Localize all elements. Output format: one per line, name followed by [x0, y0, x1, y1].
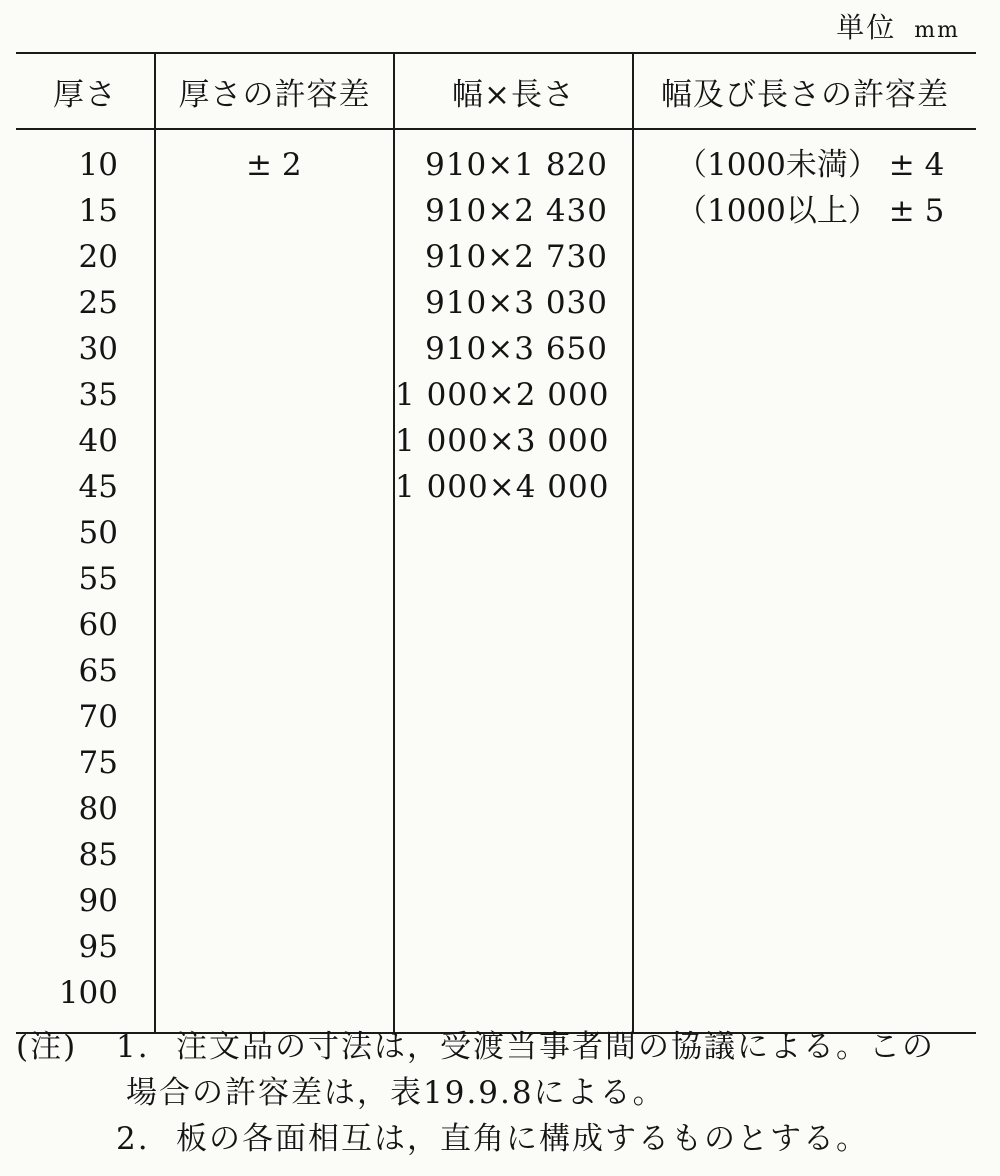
- thickness-tolerance-value: ± 2: [246, 147, 302, 183]
- size-value: 1 000×4 000: [395, 469, 610, 505]
- size-value: 910×2 430: [425, 193, 608, 229]
- unit-label: [836, 6, 960, 46]
- thickness-value: 85: [78, 837, 118, 873]
- size-column: [394, 129, 633, 1033]
- note-1: [16, 1024, 976, 1070]
- header-thickness-tolerance: 厚さの許容差: [155, 53, 394, 129]
- thickness-value: 15: [78, 193, 118, 229]
- table-body-row: [16, 129, 976, 1033]
- thickness-value: 20: [78, 239, 118, 275]
- thickness-value: 95: [78, 929, 118, 965]
- thickness-value: 90: [78, 883, 118, 919]
- size-tolerance-column: [633, 129, 976, 1033]
- note-2-line-1: 板の各面相互は，直角に構成するものとする。: [176, 1121, 869, 1157]
- size-value: 910×1 820: [425, 147, 608, 183]
- unit-value: mm: [914, 18, 960, 43]
- header-thickness: 厚さ: [16, 53, 155, 129]
- thickness-value: 40: [78, 423, 118, 459]
- unit-caption: 単位: [836, 11, 897, 44]
- thickness-value: 25: [78, 285, 118, 321]
- size-value: 910×3 030: [425, 285, 608, 321]
- note-prefix: (注): [16, 1029, 78, 1065]
- thickness-value: 80: [78, 791, 118, 827]
- size-tolerance-value: （1000未満） ± 4: [676, 147, 945, 183]
- header-width-length-tolerance: 幅及び長さの許容差: [633, 53, 976, 129]
- thickness-value: 55: [78, 561, 118, 597]
- table-header-row: [16, 53, 976, 129]
- thickness-value: 70: [78, 699, 118, 735]
- note-2: [16, 1116, 976, 1162]
- size-value: 910×3 650: [425, 331, 608, 367]
- notes: [16, 1024, 976, 1162]
- spec-table: [16, 52, 976, 1034]
- header-width-length: 幅×長さ: [394, 53, 633, 129]
- thickness-tolerance-column: [155, 129, 394, 1033]
- thickness-column: [16, 129, 155, 1033]
- thickness-value: 50: [78, 515, 118, 551]
- thickness-value: 100: [58, 975, 118, 1011]
- thickness-value: 35: [78, 377, 118, 413]
- note-1-line-1: 注文品の寸法は，受渡当事者間の協議による。この: [176, 1029, 935, 1065]
- thickness-value: 45: [78, 469, 118, 505]
- thickness-value: 75: [78, 745, 118, 781]
- size-value: 910×2 730: [425, 239, 608, 275]
- thickness-value: 30: [78, 331, 118, 367]
- size-value: 1 000×2 000: [395, 377, 610, 413]
- thickness-value: 60: [78, 607, 118, 643]
- thickness-value: 10: [78, 147, 118, 183]
- thickness-value: 65: [78, 653, 118, 689]
- note-1-number: 1.: [116, 1029, 150, 1065]
- note-1-line-2: 場合の許容差は，表19.9.8による。: [126, 1075, 666, 1111]
- size-value: 1 000×3 000: [395, 423, 610, 459]
- size-tolerance-value: （1000以上） ± 5: [676, 193, 945, 229]
- note-2-number: 2.: [116, 1121, 150, 1157]
